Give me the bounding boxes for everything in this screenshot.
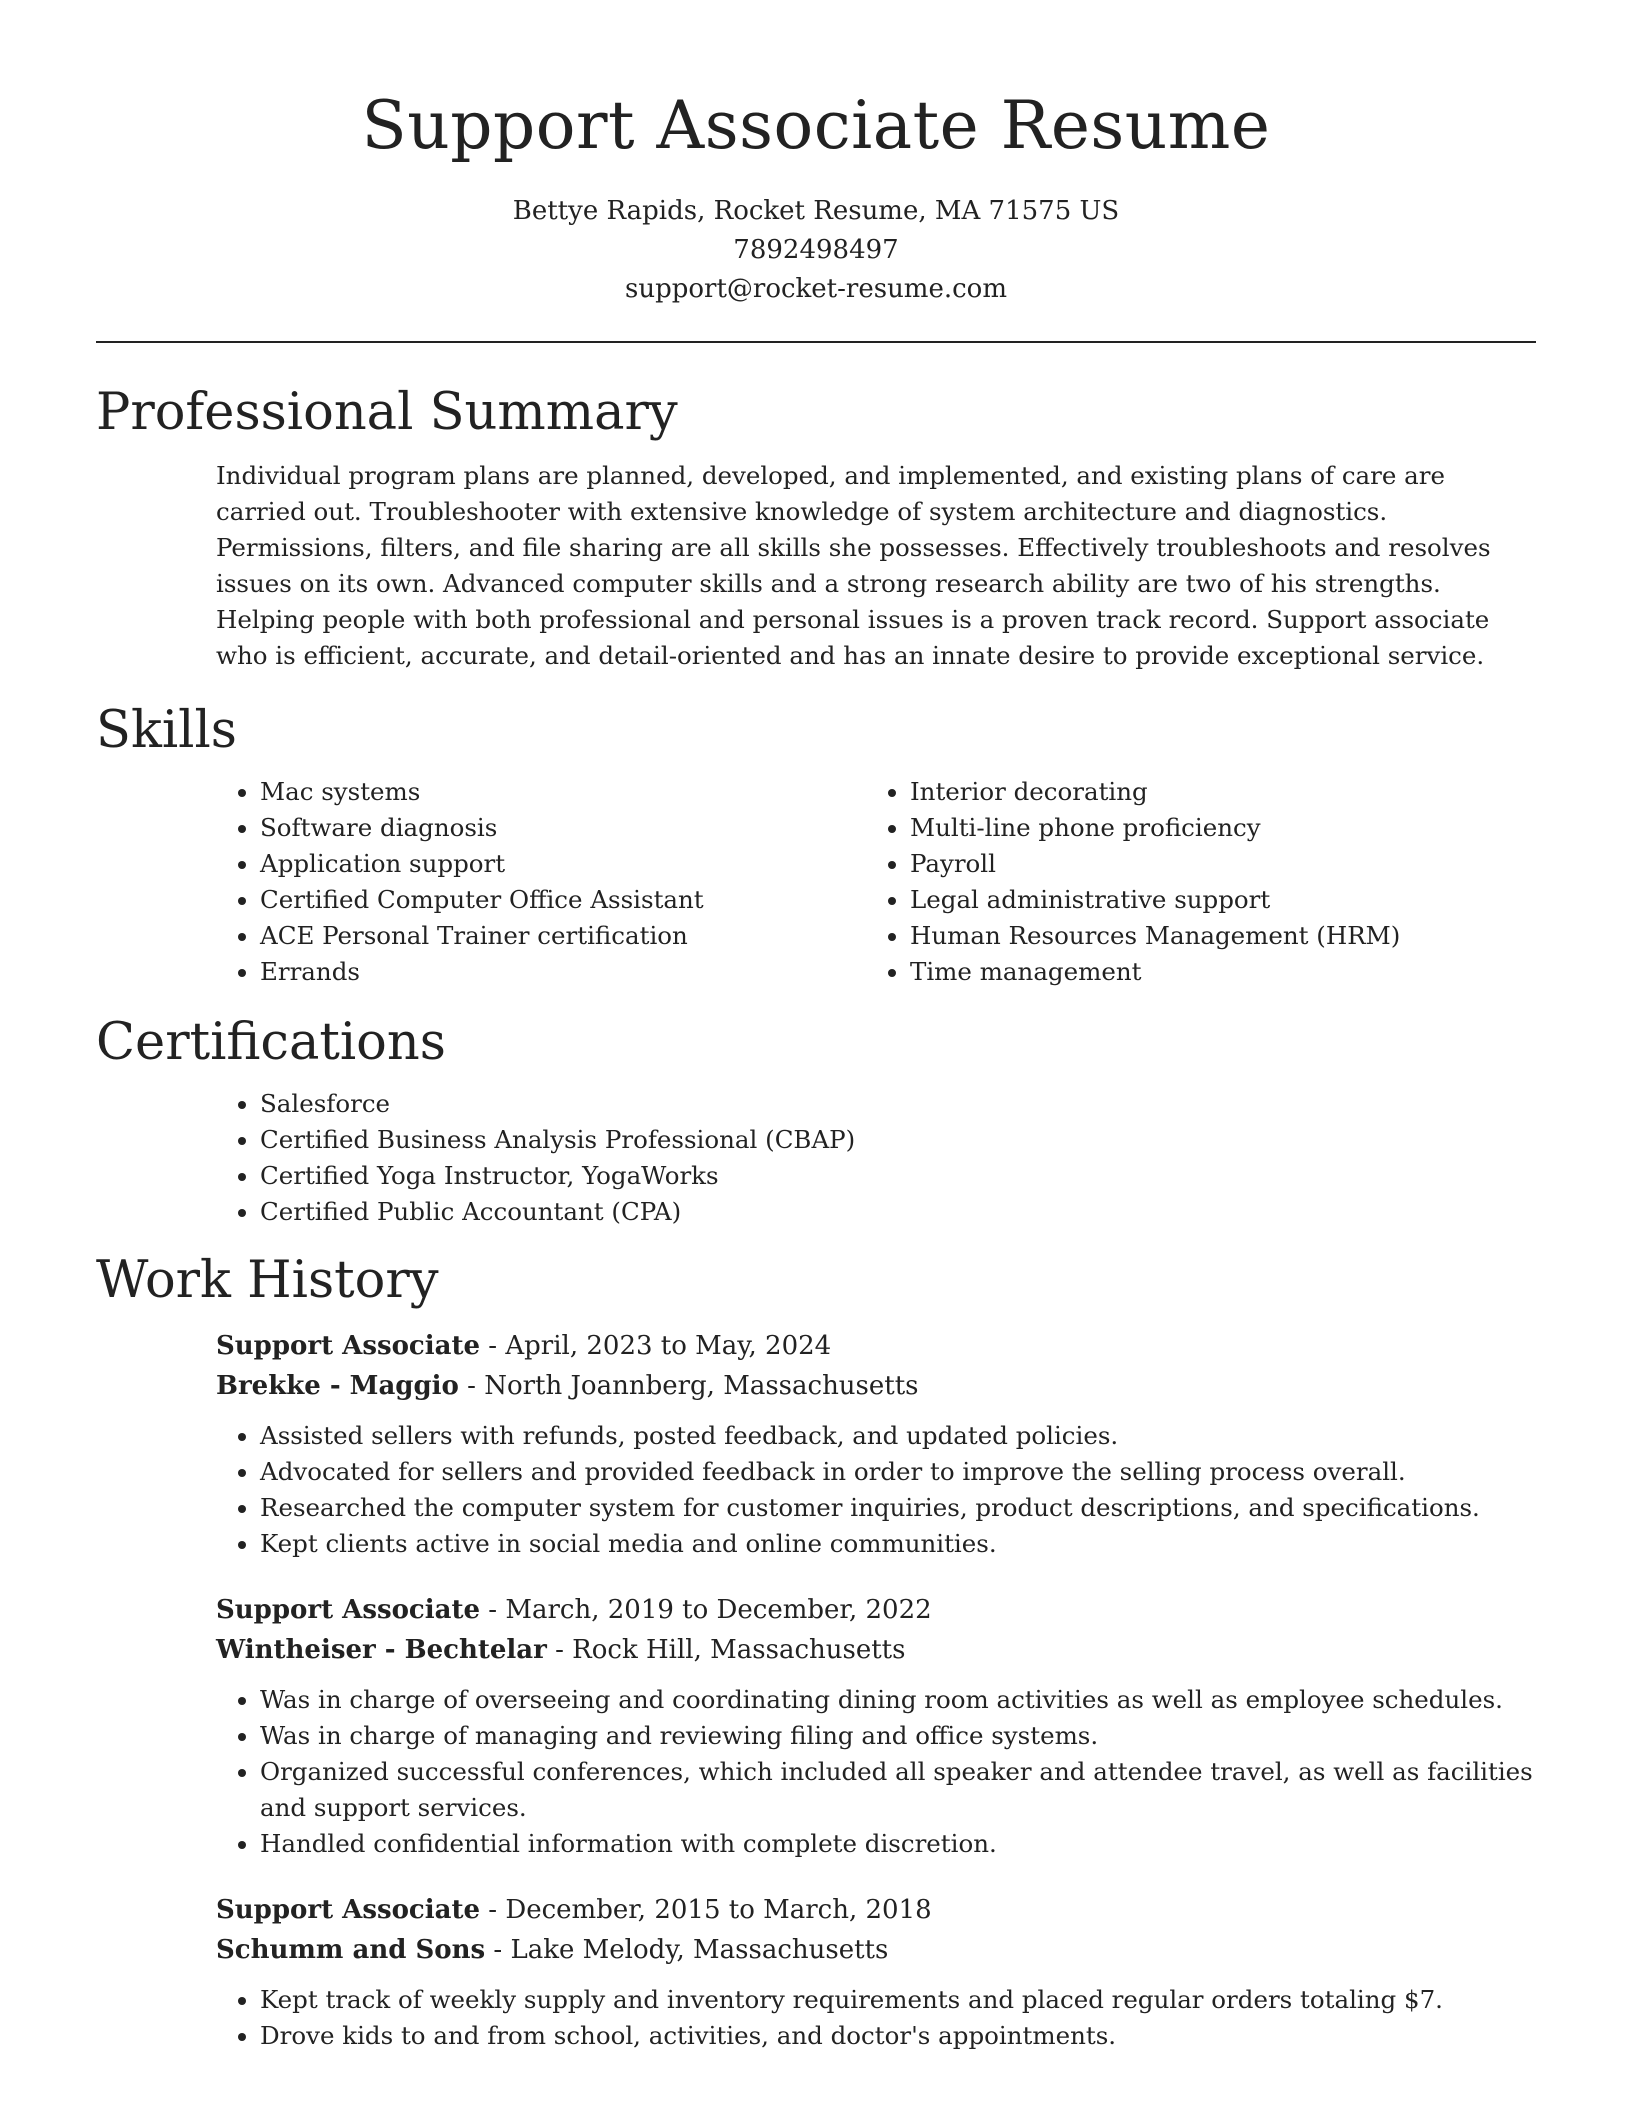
skill-item: • Payroll	[910, 846, 1516, 882]
job-bullet: • Kept clients active in social media and online communities.	[260, 1526, 1536, 1562]
contact-email: support@rocket-resume.com	[624, 274, 1007, 304]
certification-item: • Certified Yoga Instructor, YogaWorks	[260, 1158, 1536, 1194]
header-divider	[96, 341, 1536, 343]
job-title: Support Associate	[216, 1331, 481, 1361]
contact-phone: 7892498497	[733, 235, 899, 265]
job-bullet: • Researched the computer system for customer inquiries, product descriptions, and specifications.	[260, 1490, 1536, 1526]
skills-column-left	[216, 774, 866, 990]
job-company: Brekke - Maggio	[216, 1371, 459, 1401]
skill-item: • Time management	[910, 954, 1516, 990]
skill-item: • Errands	[260, 954, 866, 990]
skill-item: • Software diagnosis	[260, 810, 866, 846]
work-history-section	[96, 1248, 1536, 2054]
summary-section	[96, 380, 1536, 674]
certification-item: • Certified Business Analysis Professional (CBAP)	[260, 1122, 1536, 1158]
job-title: Support Associate	[216, 1895, 481, 1925]
job-title-line	[216, 1890, 1536, 1930]
job-bullet: • Kept track of weekly supply and inventory requirements and placed regular orders totaling $7.	[260, 1982, 1536, 2018]
work-history-heading: Work History	[96, 1251, 439, 1310]
job-company-line	[216, 1366, 1536, 1406]
certifications-section	[96, 1010, 1536, 1230]
job-entry	[216, 1590, 1536, 1862]
job-location: - Lake Melody, Massachusetts	[485, 1935, 889, 1965]
contact-block	[0, 192, 1632, 309]
certifications-list	[216, 1086, 1536, 1230]
job-entry	[216, 1326, 1536, 1562]
job-bullet: • Drove kids to and from school, activities, and doctor's appointments.	[260, 2018, 1536, 2054]
certification-item: • Salesforce	[260, 1086, 1536, 1122]
skills-columns	[216, 774, 1536, 990]
skill-item: • Human Resources Management (HRM)	[910, 918, 1516, 954]
job-title-line	[216, 1590, 1536, 1630]
resume-title: Support Associate Resume	[361, 87, 1271, 164]
job-company: Schumm and Sons	[216, 1935, 486, 1965]
skill-item: • Application support	[260, 846, 866, 882]
skills-heading: Skills	[96, 701, 237, 760]
summary-heading: Professional Summary	[96, 383, 678, 442]
job-dates: - April, 2023 to May, 2024	[480, 1331, 832, 1361]
job-bullet: • Was in charge of managing and reviewing filing and office systems.	[260, 1718, 1536, 1754]
job-bullet: • Advocated for sellers and provided feedback in order to improve the selling process overall.	[260, 1454, 1536, 1490]
job-dates: - December, 2015 to March, 2018	[480, 1895, 932, 1925]
skills-column-right	[866, 774, 1516, 990]
job-company: Wintheiser - Bechtelar	[216, 1635, 547, 1665]
skill-item: • Certified Computer Office Assistant	[260, 882, 866, 918]
skill-item: • Mac systems	[260, 774, 866, 810]
job-bullet: • Organized successful conferences, which included all speaker and attendee travel, as well as facilities and support services.	[260, 1754, 1536, 1826]
job-location: - North Joannberg, Massachusetts	[458, 1371, 919, 1401]
resume-body	[96, 380, 1536, 2054]
contact-address: Bettye Rapids, Rocket Resume, MA 71575 US	[512, 196, 1120, 226]
skill-item: • Legal administrative support	[910, 882, 1516, 918]
certifications-heading: Certifications	[96, 1013, 446, 1072]
job-location: - Rock Hill, Massachusetts	[546, 1635, 906, 1665]
job-title-line	[216, 1326, 1536, 1366]
job-bullet: • Was in charge of overseeing and coordinating dining room activities as well as employee schedules.	[260, 1682, 1536, 1718]
job-dates: - March, 2019 to December, 2022	[480, 1595, 932, 1625]
job-entry	[216, 1890, 1536, 2054]
skill-item: • Interior decorating	[910, 774, 1516, 810]
summary-text: Individual program plans are planned, developed, and implemented, and existing plans of care are carried out. Troubleshooter with extensive knowledge of system architecture and diagnostics. Permissions, filters, and file sharing are all skills she possesses. Effectively troubleshoots and resolves issues on its own. Advanced computer skills and a strong research ability are two of his strengths. Helping people with both professional and personal issues is a proven track record. Support associate who is efficient, accurate, and detail-oriented and has an innate desire to provide exceptional service.	[216, 461, 1491, 670]
certification-item: • Certified Public Accountant (CPA)	[260, 1194, 1536, 1230]
resume-header	[0, 0, 1632, 309]
job-company-line	[216, 1930, 1536, 1970]
skill-item: • Multi-line phone proficiency	[910, 810, 1516, 846]
job-bullet: • Handled confidential information with complete discretion.	[260, 1826, 1536, 1862]
job-title: Support Associate	[216, 1595, 481, 1625]
job-company-line	[216, 1630, 1536, 1670]
job-bullet: • Assisted sellers with refunds, posted feedback, and updated policies.	[260, 1418, 1536, 1454]
skills-section	[96, 698, 1536, 990]
skill-item: • ACE Personal Trainer certification	[260, 918, 866, 954]
